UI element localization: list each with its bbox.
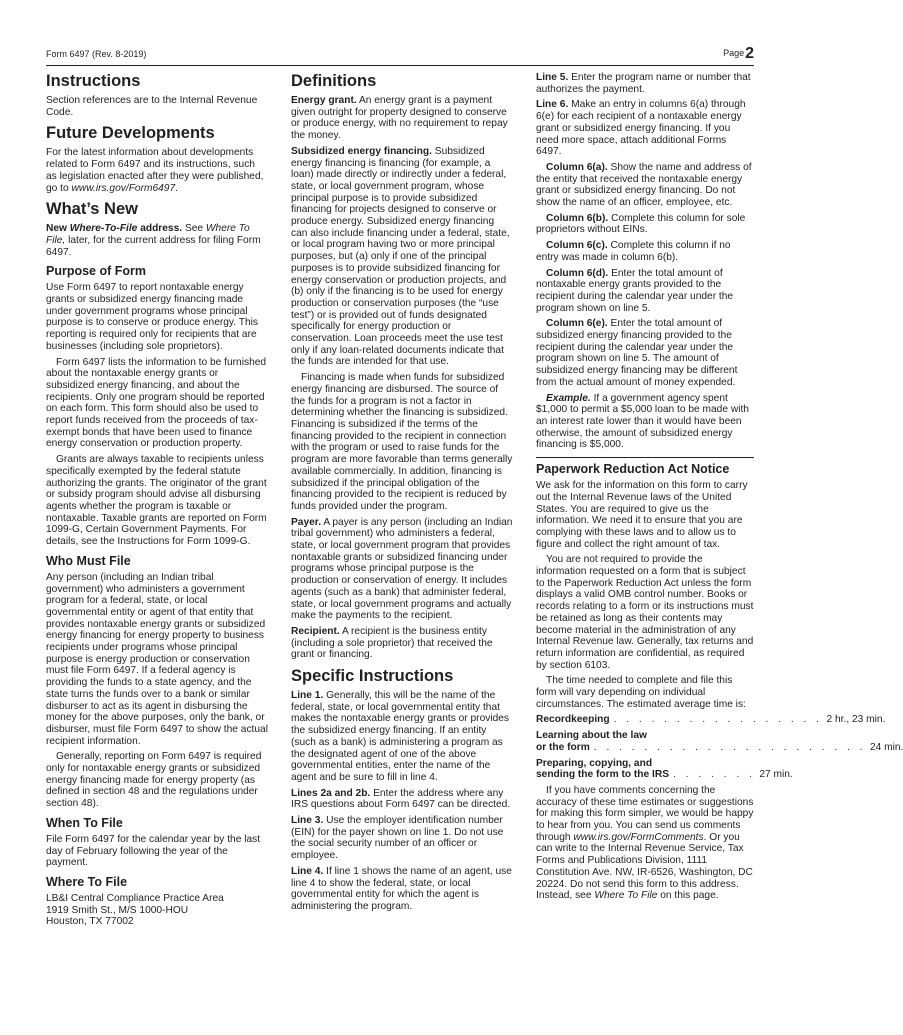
line-4-instruction bbox=[291, 866, 513, 913]
lines-2-instruction bbox=[291, 788, 513, 811]
form-comments-link[interactable]: www.irs.gov/FormComments bbox=[573, 831, 704, 843]
where-address-line-3: Houston, TX 77002 bbox=[46, 916, 134, 928]
line-1-body: Generally, this will be the name of the federal, state, or local governmental entity that makes the nontaxable energy grants or provides the subsidized energy financing. If an entity (such as a bank) is administering a program as the designated agent of one of the above governmental entities, enter the name of the agent and be sure to fill in line 4. bbox=[291, 690, 510, 783]
line-5-term: Line 5. bbox=[536, 72, 569, 83]
example-body: If a government agency spent $1,000 to permit a $5,000 loan to be made with an interest rate lower than it would have been otherwise, the amount of subsidized energy financing is $5,000. bbox=[536, 392, 749, 451]
payer-body: A payer is any person (including an Indian tribal government) who administers a federal, state, or local government program that provides nontaxable grants or subsidized financing under programs whose principal purpose is the production or conservation of energy. It includes agents (such as a bank) that administer federal, state, or local government programs and actually make the payments to the recipient. bbox=[291, 516, 513, 622]
purpose-heading: Purpose of Form bbox=[46, 264, 147, 279]
column-6d-term: Column 6(d). bbox=[546, 267, 609, 279]
financing-paragraph: Financing is made when funds for subsidized energy financing are disbursed. The source of the funds for a program is not a factor in determining whether the financing is subsidized. Financing is subsidized if the terms of the financing provided to the recipient in connection with the program or used to raise funds for the program are more favorable than terms generally available commercially. In addition, financing is subsidized if the principal obligation of the financing provided to the recipient is reduced by funds provided under the program. bbox=[291, 372, 513, 512]
recipient-body: A recipient is the business entity (including a sole proprietor) that received the grant or financing. bbox=[291, 625, 493, 661]
example-term: Example. bbox=[546, 392, 591, 404]
whats-new-lead1: New bbox=[46, 223, 67, 235]
line-3-instruction bbox=[291, 815, 513, 862]
instructions-heading: Instructions bbox=[46, 72, 141, 90]
column-left bbox=[46, 72, 268, 928]
subsidized-financing-body: Subsidized energy financing is financing (for example, a loan) made directly or indirectly under a federal, state, or local government program, whose principal purpose is to provide subsidized financing for projects designed to conserve or produce energy. Subsidized energy financing can also include financing under a federal, state, or local program having two or more principal purposes, but (a) only if one of the principal purposes is to provide subsidized financing for energy conservation or production projects, and (b) only if the financing is to be used for energy production or conservation purposes (the “use test”) or is provided out of funds designated specifically for energy production or conservation. Loan proceeds meet the use test only if any loan-related documents indicate that the funds are intended for that use. bbox=[291, 145, 510, 368]
when-to-file-text: File Form 6497 for the calendar year by the last day of February following the year of the payment. bbox=[46, 833, 261, 869]
payer-term: Payer. bbox=[291, 516, 322, 528]
whats-new-heading: What’s New bbox=[46, 200, 138, 219]
time-learning-row bbox=[536, 741, 903, 754]
time-recordkeeping-label: Recordkeeping bbox=[536, 714, 610, 726]
header-divider bbox=[46, 65, 754, 66]
comments-body-2: . Or you can write to the Internal Revenue Service, Tax Forms and Publications Division, 1111 Constitution Ave. NW, IR-6526, Washington, DC 20224. Do not send this form to this address. Instead, see bbox=[536, 831, 753, 902]
column-6a-body: Show the name and address of the entity that received the nontaxable energy grant or subsidized energy financing. Do not show the name of an officer, employee, etc. bbox=[536, 161, 752, 209]
whats-new-lead2: Where-To-File bbox=[69, 223, 138, 235]
leader-dots: . . . . . . . . . . . . . . . . . bbox=[613, 714, 823, 726]
line-3-term: Line 3. bbox=[291, 815, 324, 827]
line-4-body: If line 1 shows the name of an agent, use line 4 to show the federal, state, or local governmental entity for which the agent is administering the program. bbox=[291, 865, 512, 912]
pra-divider bbox=[536, 457, 754, 458]
column-6c-body: Complete this column if no entry was made in column 6(b). bbox=[536, 240, 731, 263]
column-middle bbox=[291, 72, 513, 917]
subsidized-financing-definition bbox=[291, 146, 513, 368]
when-to-file-heading: When To File bbox=[46, 815, 123, 830]
column-6e-term: Column 6(e). bbox=[546, 318, 608, 330]
paperwork-reduction-heading: Paperwork Reduction Act Notice bbox=[536, 462, 730, 477]
page-number-label bbox=[723, 45, 754, 63]
definitions-heading: Definitions bbox=[291, 72, 377, 90]
column-6c-instruction bbox=[536, 240, 754, 263]
instructions-text: Section references are to the Internal Revenue Code. bbox=[46, 95, 258, 118]
whats-new-text bbox=[46, 223, 268, 258]
column-6a-instruction bbox=[536, 162, 754, 209]
column-6d-body: Enter the total amount of nontaxable energy grants provided to the recipient during the calendar year under the program shown on line 5. bbox=[536, 267, 734, 314]
line-4-term: Line 4. bbox=[291, 865, 324, 877]
column-6c-term: Column 6(c). bbox=[546, 240, 608, 252]
column-6b-body: Complete this column for sole proprietors without EINs. bbox=[536, 212, 746, 236]
specific-instructions-heading: Specific Instructions bbox=[291, 667, 454, 686]
pra-paragraph-3: The time needed to complete and file this form will vary depending on individual circumstances. The estimated average time is: bbox=[536, 675, 746, 710]
line-1-instruction bbox=[291, 690, 513, 784]
time-recordkeeping-row bbox=[536, 714, 886, 726]
column-6e-instruction bbox=[536, 318, 754, 388]
time-learning-label-1: Learning about the law bbox=[536, 730, 647, 742]
subsidized-financing-term: Subsidized energy financing. bbox=[291, 145, 432, 157]
column-6a-term: Column 6(a). bbox=[546, 161, 608, 173]
form6497-link[interactable]: www.irs.gov/Form6497 bbox=[71, 182, 176, 194]
line-6-term: Line 6. bbox=[536, 99, 569, 111]
pra-paragraph-1: We ask for the information on this form to carry out the Internal Revenue laws of the United States. You are required to give us the information. We need it to ensure that you are complying with these laws and to allow us to figure and collect the right amount of tax. bbox=[536, 480, 748, 550]
page-word: Page bbox=[723, 48, 745, 58]
where-to-file-heading: Where To File bbox=[46, 874, 128, 889]
recipient-term: Recipient. bbox=[291, 625, 340, 637]
leader-dots: . . . . . . . bbox=[673, 769, 756, 781]
energy-grant-body: An energy grant is a payment given outright for property designed to conserve or produce energy, with no requirement to repay the money. bbox=[291, 95, 508, 142]
page-header bbox=[46, 45, 754, 65]
who-must-file-paragraph-2: Generally, reporting on Form 6497 is required only for nontaxable energy grants or subsidized energy financing made for energy property (as defined in section 48 and the regulations under section 48). bbox=[46, 751, 262, 810]
energy-grant-definition bbox=[291, 95, 513, 142]
recipient-definition bbox=[291, 626, 513, 661]
time-recordkeeping-value: 2 hr., 23 min. bbox=[826, 714, 886, 726]
leader-dots: . . . . . . . . . . . . . . . . . . . . . . bbox=[593, 741, 866, 753]
payer-definition bbox=[291, 517, 513, 622]
form-revision-label: Form 6497 (Rev. 8-2019) bbox=[46, 49, 147, 59]
purpose-paragraph-2: Form 6497 lists the information to be furnished about the nontaxable energy grants or subsidized energy financing, and about the recipients. Only one program should be reported on each form. This form should also be used to report funds received from the proceeds of tax-exempt bonds that have been used to finance energy conservation or production property. bbox=[46, 356, 267, 450]
whats-new-body1: See bbox=[184, 223, 204, 235]
column-right bbox=[536, 72, 903, 906]
whats-new-body2: later, for the current address for filing Form 6497. bbox=[46, 234, 261, 258]
comments-body-3: on this page. bbox=[660, 890, 719, 902]
line-1-term: Line 1. bbox=[291, 690, 324, 702]
whats-new-ref: Where To File, bbox=[46, 223, 250, 246]
line-5-instruction bbox=[536, 72, 754, 95]
column-6e-body: Enter the total amount of subsidized energy financing provided to the recipient during the calendar year under the program shown on line 5. The amount of subsidized energy financing may be different from the actual amount of money expended. bbox=[536, 318, 738, 388]
time-learning-value: 24 min. bbox=[870, 741, 903, 753]
who-must-file-paragraph-1: Any person (including an Indian tribal government) who administers a government program for a federal, state, or local governmental entity or agent of that entity that provides nontaxable energy grants or subsidized energy financing for energy property to business recipients under programs whose principal purpose is energy production or conservation must file Form 6497. If a federal agency is providing the funds to a state agency, and the state turns the funds over to a bank or similar disburser to act as its agent in disbursing the money for the above purposes, only the bank, or disburser, must file Form 6497 to show the actual recipient information. bbox=[46, 571, 268, 747]
line-5-body: Enter the program name or number that authorizes the payment. bbox=[536, 72, 751, 95]
where-address-line-1: LB&I Central Compliance Practice Area bbox=[46, 892, 224, 904]
energy-grant-term: Energy grant. bbox=[291, 95, 357, 106]
comments-body-1: If you have comments concerning the accuracy of these time estimates or suggestions for making this form simpler, we would be happy to hear from you. You can send us comments through bbox=[536, 784, 754, 843]
time-preparing-row bbox=[536, 769, 793, 781]
time-learning-label-2: or the form bbox=[536, 741, 590, 753]
column-6b-instruction bbox=[536, 213, 754, 236]
example-paragraph bbox=[536, 393, 754, 452]
purpose-paragraph-3: Grants are always taxable to recipients unless specifically exempted by the federal statute authorizing the grants. The originator of the grant or subsidy program should advise all disbursing agents whether the program is taxable or nontaxable. Taxable grants are reported on Form 1099-G, Certain Government Payments. For details, see the Instructions for Form 1099-G. bbox=[46, 454, 267, 548]
time-preparing-value: 27 min. bbox=[759, 769, 793, 781]
line-6-instruction bbox=[536, 99, 754, 158]
who-must-file-heading: Who Must File bbox=[46, 553, 131, 568]
lines-2-body: Enter the address where any IRS questions about Form 6497 can be directed. bbox=[291, 787, 511, 811]
future-developments-heading: Future Developments bbox=[46, 124, 215, 143]
lines-2-term: Lines 2a and 2b. bbox=[291, 787, 371, 799]
purpose-paragraph-1: Use Form 6497 to report nontaxable energy grants or subsidized energy financing made under government programs whose principal purpose is to conserve or produce energy. This reporting is required only for recipients that are businesses (including sole proprietors). bbox=[46, 282, 258, 352]
column-6d-instruction bbox=[536, 268, 754, 315]
time-preparing-label-2: sending the form to the IRS bbox=[536, 769, 670, 781]
future-developments-body: For the latest information about developments related to Form 6497 and its instructions, such as legislation enacted after they were published, go to bbox=[46, 147, 264, 194]
where-address-line-2: 1919 Smith St., M/S 1000-HOU bbox=[46, 904, 189, 916]
future-developments-text: For the latest information about developments related to Form 6497 and its instructions, such as legislation enacted after they were published, go to www.irs.gov/Form6497. bbox=[46, 147, 264, 194]
column-6b-term: Column 6(b). bbox=[546, 212, 609, 224]
time-preparing-label-1: Preparing, copying, and bbox=[536, 757, 653, 769]
page-number: 2 bbox=[745, 45, 754, 62]
comments-ref: Where To File bbox=[594, 890, 658, 902]
whats-new-lead3: address. bbox=[140, 223, 183, 235]
comments-paragraph bbox=[536, 785, 754, 902]
pra-paragraph-2: You are not required to provide the information requested on a form that is subject to the Paperwork Reduction Act unless the form displays a valid OMB control number. Books or records relating to a form or its instructions must be retained as long as their contents may become material in the administration of any Internal Revenue law. Generally, tax returns and return information are confidential, as required by section 6103. bbox=[536, 554, 754, 671]
line-6-body: Make an entry in columns 6(a) through 6(e) for each recipient of a nontaxable energy grant or subsidized energy financing. If you need more space, attach additional Forms 6497. bbox=[536, 99, 746, 158]
line-3-body: Use the employer identification number (EIN) for the payer shown on line 1. Do not use the social security number of an officer or employee. bbox=[291, 815, 504, 862]
